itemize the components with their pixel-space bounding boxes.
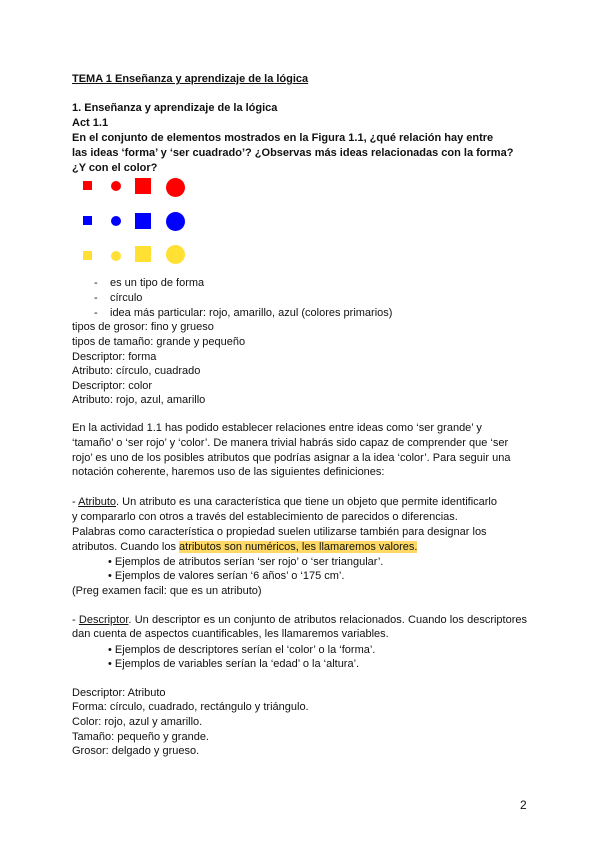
note-line: Atributo: círculo, cuadrado bbox=[72, 365, 201, 377]
small-red-circle bbox=[111, 181, 121, 191]
summary-line: Color: rojo, azul y amarillo. bbox=[72, 716, 203, 728]
descriptor-term: Descriptor bbox=[78, 614, 129, 626]
large-red-circle bbox=[166, 178, 185, 197]
bullet-item: • Ejemplos de variables serían la ‘edad’ o la ‘altura’. bbox=[108, 658, 360, 670]
small-yellow-square bbox=[83, 251, 92, 260]
bullet-item: • Ejemplos de valores serían ‘6 años’ o ‘175 cm’. bbox=[108, 570, 345, 582]
note-line: Atributo: rojo, azul, amarillo bbox=[72, 394, 206, 406]
large-blue-circle bbox=[166, 212, 185, 231]
small-red-square bbox=[83, 181, 92, 190]
note-line: Descriptor: color bbox=[72, 380, 153, 392]
small-blue-square bbox=[83, 216, 92, 225]
large-yellow-square bbox=[135, 246, 151, 262]
large-yellow-circle bbox=[166, 245, 185, 264]
summary-line: Forma: círculo, cuadrado, rectángulo y triángulo. bbox=[72, 701, 309, 713]
highlighted-text: atributos son numéricos, les llamaremos valores. bbox=[179, 541, 418, 553]
paragraph-line: rojo’ es uno de los posibles atributos que podrías asignar a la idea ‘color’. Para seguir una bbox=[72, 452, 511, 464]
summary-line: Tamaño: pequeño y grande. bbox=[72, 731, 209, 743]
figure-1-1-shapes bbox=[80, 178, 200, 268]
attribute-definition-line: atributos. Cuando los atributos son numéricos, les llamaremos valores. bbox=[72, 541, 418, 553]
bullet-item: • Ejemplos de descriptores serían el ‘color’ o la ‘forma’. bbox=[108, 644, 376, 656]
question-line-3: ¿Y con el color? bbox=[72, 162, 158, 174]
page-title: TEMA 1 Enseñanza y aprendizaje de la lógica bbox=[72, 73, 309, 85]
attribute-definition-line: - Atributo. Un atributo es una característica que tiene un objeto que permite identificarlo bbox=[72, 496, 497, 508]
large-blue-square bbox=[135, 213, 151, 229]
page-number: 2 bbox=[520, 798, 527, 812]
attribute-definition-line: Palabras como característica o propiedad suelen utilizarse también para designar los bbox=[72, 526, 487, 538]
descriptor-definition: - Descriptor. Un descriptor es un conjunto de atributos relacionados. Cuando los descriptores dan cuenta de aspectos cuantificables, les llamaremos variables. bbox=[72, 614, 527, 640]
paragraph-line: ‘tamaño’ o ‘ser rojo’ y ‘color’. De manera trivial habrás sido capaz de comprender que ‘ser bbox=[72, 437, 509, 449]
summary-line: Descriptor: Atributo bbox=[72, 687, 166, 699]
question-line-2: las ideas ‘forma’ y ‘ser cuadrado’? ¿Observas más ideas relacionadas con la forma? bbox=[72, 147, 514, 159]
activity-label: Act 1.1 bbox=[72, 117, 109, 129]
bullet-item: • Ejemplos de atributos serían ‘ser rojo’ o ‘ser triangular’. bbox=[108, 556, 384, 568]
paragraph-line: En la actividad 1.1 has podido establecer relaciones entre ideas como ‘ser grande’ y bbox=[72, 422, 482, 434]
note-line: tipos de grosor: fino y grueso bbox=[72, 321, 214, 333]
attribute-definition-line: y compararlo con otros a través del establecimiento de parecidos o diferencias. bbox=[72, 511, 458, 523]
attribute-term: Atributo bbox=[78, 496, 117, 508]
paragraph-line: notación coherente, haremos uso de las siguientes definiciones: bbox=[72, 466, 385, 478]
small-blue-circle bbox=[111, 216, 121, 226]
section-heading: 1. Enseñanza y aprendizaje de la lógica bbox=[72, 102, 278, 114]
note-line: tipos de tamaño: grande y pequeño bbox=[72, 336, 246, 348]
exam-note: (Preg examen facil: que es un atributo) bbox=[72, 585, 262, 597]
question-line-1: En el conjunto de elementos mostrados en la Figura 1.1, ¿qué relación hay entre bbox=[72, 132, 494, 144]
summary-line: Grosor: delgado y grueso. bbox=[72, 745, 200, 757]
dash-item: - círculo bbox=[94, 292, 143, 304]
note-line: Descriptor: forma bbox=[72, 351, 157, 363]
dash-item: - idea más particular: rojo, amarillo, azul (colores primarios) bbox=[94, 307, 393, 319]
dash-item: - es un tipo de forma bbox=[94, 277, 205, 289]
large-red-square bbox=[135, 178, 151, 194]
small-yellow-circle bbox=[111, 251, 121, 261]
